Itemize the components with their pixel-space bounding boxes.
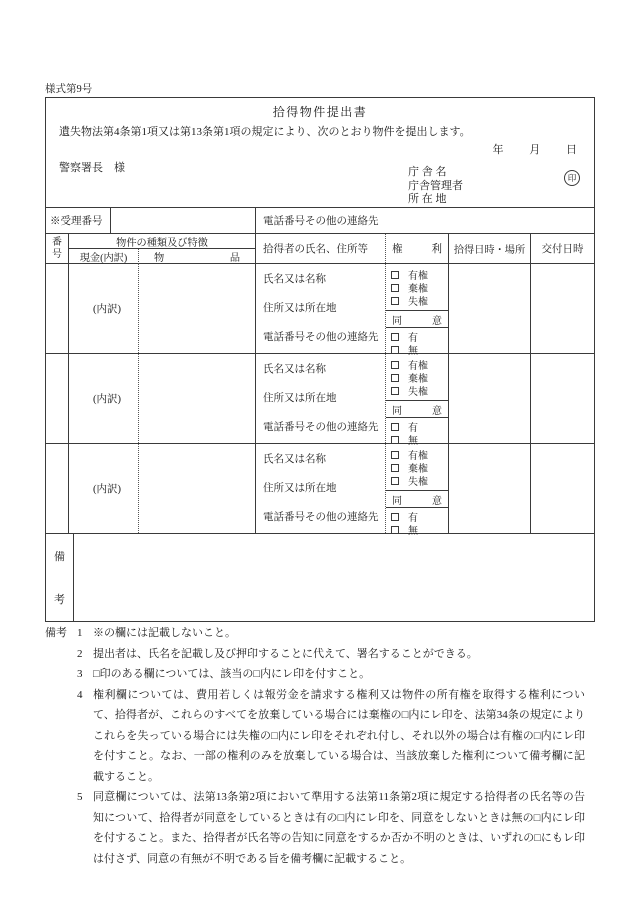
finder-address-label: 住所又は所在地 (263, 393, 337, 404)
finder-phone-label: 電話番号その他の連絡先 (263, 422, 379, 433)
right-option-label: 失権 (408, 297, 428, 308)
right-option-label: 失権 (408, 477, 428, 488)
date-month-label: 月 (529, 144, 541, 156)
footnote-4 (77, 685, 585, 788)
addressee-police-chief: 警察署長 様 (59, 162, 125, 174)
finder-cell (256, 444, 386, 533)
col-header-number-char1: 番 (52, 236, 62, 248)
footnote-text: □印のある欄については、該当の□内にレ印を付すこと。 (93, 668, 371, 680)
table-header-row (46, 233, 594, 263)
checkbox-has-right (391, 271, 399, 279)
checkbox-lost-right (391, 297, 399, 305)
right-option-label: 棄権 (408, 284, 428, 295)
col-header-cash: 現金(内訳) (69, 249, 139, 264)
form-box (45, 97, 595, 622)
right-option-label: 棄権 (408, 464, 428, 475)
consent-header-char1: 同 (392, 405, 402, 417)
consent-header-char2: 意 (432, 315, 442, 327)
receipt-number-field (111, 208, 256, 233)
number-cell (46, 264, 69, 353)
col-header-number (46, 234, 69, 263)
footnote-1 (77, 623, 585, 644)
form-title: 拾得物件提出書 (272, 105, 368, 119)
finder-phone-label: 電話番号その他の連絡先 (263, 512, 379, 523)
checkbox-consent-no (391, 526, 399, 534)
right-option-label: 有権 (408, 361, 428, 372)
checkbox-waived-right (391, 464, 399, 472)
remarks-row (46, 533, 594, 621)
finder-cell (256, 264, 386, 353)
footnote-text: 権利欄については、費用若しくは報労金を請求する権利又は物件の所有権を取得する権利について、拾得者が、これらのすべてを放棄している場合には棄権の□内にレ印を、法第34条の規定によりこれらを失っている場合には失権の□内にレ印をそれぞれ付し、それ以外の場合は有権の□内にレ印を付すこと。なお、一部の権利のみを放棄している場合は、当該放棄した権利について備考欄に記載すること。 (93, 688, 585, 783)
col-header-property-group (69, 234, 256, 263)
number-cell (46, 354, 69, 443)
footnote-number: 5 (77, 791, 83, 803)
right-option-row (386, 384, 448, 397)
finder-address-label: 住所又は所在地 (263, 483, 337, 494)
col-header-rights-char1: 権 (392, 244, 403, 255)
date-line (493, 141, 578, 157)
finder-name-label: 氏名又は名称 (263, 364, 326, 375)
breakdown-label: (内訳) (93, 304, 121, 315)
right-option-label: 失権 (408, 387, 428, 398)
datetime-place-cell (449, 444, 531, 533)
checkbox-waived-right (391, 284, 399, 292)
finder-cell (256, 354, 386, 443)
col-header-rights-char2: 利 (431, 244, 442, 255)
delivery-datetime-cell (531, 444, 594, 533)
footnote-text: ※の欄には記載しないこと。 (93, 627, 236, 639)
datetime-place-cell (449, 264, 531, 353)
finder-name-label: 氏名又は名称 (263, 454, 326, 465)
receipt-number-row (46, 207, 594, 233)
col-header-property-sub (69, 249, 255, 264)
cash-cell (69, 444, 139, 533)
checkbox-consent-yes (391, 333, 399, 341)
goods-cell (139, 264, 256, 353)
cash-cell (69, 264, 139, 353)
col-header-number-char2: 号 (52, 248, 62, 260)
number-cell (46, 444, 69, 533)
checkbox-has-right (391, 451, 399, 459)
right-option-label: 有権 (408, 271, 428, 282)
checkbox-waived-right (391, 374, 399, 382)
property-row-1 (46, 263, 594, 357)
consent-header-char2: 意 (432, 495, 442, 507)
consent-option-label: 有 (408, 423, 418, 434)
checkbox-consent-no (391, 436, 399, 444)
right-option-label: 有権 (408, 451, 428, 462)
consent-header-char1: 同 (392, 315, 402, 327)
seal-mark-icon: 印 (564, 170, 580, 186)
consent-header-char2: 意 (432, 405, 442, 417)
breakdown-label: (内訳) (93, 394, 121, 405)
address-label: 所 在 地 (408, 193, 447, 205)
date-day-label: 日 (566, 144, 577, 156)
consent-option-label: 有 (408, 513, 418, 524)
footnote-number: 1 (77, 627, 83, 639)
office-manager-label: 庁舎管理者 (408, 179, 463, 192)
checkbox-lost-right (391, 387, 399, 395)
footnote-number: 3 (77, 668, 83, 680)
footnote-3 (77, 664, 585, 685)
footnotes-list (77, 623, 585, 869)
form-head (46, 98, 594, 207)
col-header-finder: 拾得者の氏名、住所等 (256, 234, 386, 263)
col-header-rights (386, 234, 449, 263)
footnote-5 (77, 787, 585, 869)
footnote-2 (77, 644, 585, 665)
checkbox-consent-yes (391, 423, 399, 431)
phone-contact-label: 電話番号その他の連絡先 (263, 216, 379, 227)
consent-option-label: 有 (408, 333, 418, 344)
datetime-place-cell (449, 354, 531, 443)
col-header-goods (139, 249, 255, 264)
consent-option-label: 無 (408, 346, 418, 357)
intro-statement: 遺失物法第4条第1項又は第13条第1項の規定により、次のとおり物件を提出します。 (59, 126, 471, 138)
consent-header (386, 490, 448, 508)
consent-header (386, 400, 448, 418)
remarks-label-char2: 考 (54, 594, 65, 606)
checkbox-lost-right (391, 477, 399, 485)
goods-cell (139, 354, 256, 443)
footnote-text: 提出者は、氏名を記載し及び押印することに代えて、署名することができる。 (93, 647, 478, 660)
finder-name-label: 氏名又は名称 (263, 274, 326, 285)
property-row-2 (46, 353, 594, 447)
breakdown-label: (内訳) (93, 484, 121, 495)
checkbox-consent-yes (391, 513, 399, 521)
footnote-number: 4 (77, 688, 83, 701)
cash-cell (69, 354, 139, 443)
col-header-goods-char1: 物 (154, 253, 165, 264)
footnotes-label: 備考 (45, 627, 67, 639)
form-number: 様式第9号 (45, 84, 93, 95)
checkbox-has-right (391, 361, 399, 369)
rights-cell (386, 444, 449, 537)
date-year-label: 年 (492, 144, 504, 156)
rights-cell (386, 354, 449, 447)
consent-header-char1: 同 (392, 495, 402, 507)
delivery-datetime-cell (531, 354, 594, 443)
footnote-text: 同意欄については、法第13条第2項において準用する法第11条第2項に規定する拾得者の氏名等の告知について、拾得者が同意をしているときは有の□内にレ印を、同意をしないときは無の□内にレ印を付すること。また、拾得者が氏名等の告知に同意をするか否か不明のときは、いずれの□にもレ印は付さず、同意の有無が不明である旨を備考欄に記載すること。 (93, 791, 585, 865)
right-option-row (386, 294, 448, 307)
rights-cell (386, 264, 449, 357)
consent-option-label: 無 (408, 436, 418, 447)
remarks-label (46, 534, 74, 621)
finder-address-label: 住所又は所在地 (263, 303, 337, 314)
goods-cell (139, 444, 256, 533)
col-header-datetime-place: 拾得日時・場所 (449, 234, 531, 263)
finder-phone-label: 電話番号その他の連絡先 (263, 332, 379, 343)
remarks-label-char1: 備 (54, 551, 65, 563)
receipt-number-label: ※受理番号 (46, 208, 111, 233)
consent-header (386, 310, 448, 328)
right-option-label: 棄権 (408, 374, 428, 385)
submitter-block (408, 166, 463, 207)
footnotes (45, 623, 585, 869)
remarks-field (74, 534, 594, 621)
checkbox-consent-no (391, 346, 399, 354)
right-option-row (386, 474, 448, 487)
col-header-property-type: 物件の種類及び特徴 (69, 234, 255, 249)
property-row-3 (46, 443, 594, 537)
col-header-goods-char2: 品 (229, 253, 240, 264)
office-name-label: 庁 舎 名 (408, 166, 447, 178)
footnote-number: 2 (77, 647, 83, 660)
col-header-delivery-datetime: 交付日時 (541, 244, 584, 255)
delivery-datetime-cell (531, 264, 594, 353)
consent-option-label: 無 (408, 526, 418, 537)
